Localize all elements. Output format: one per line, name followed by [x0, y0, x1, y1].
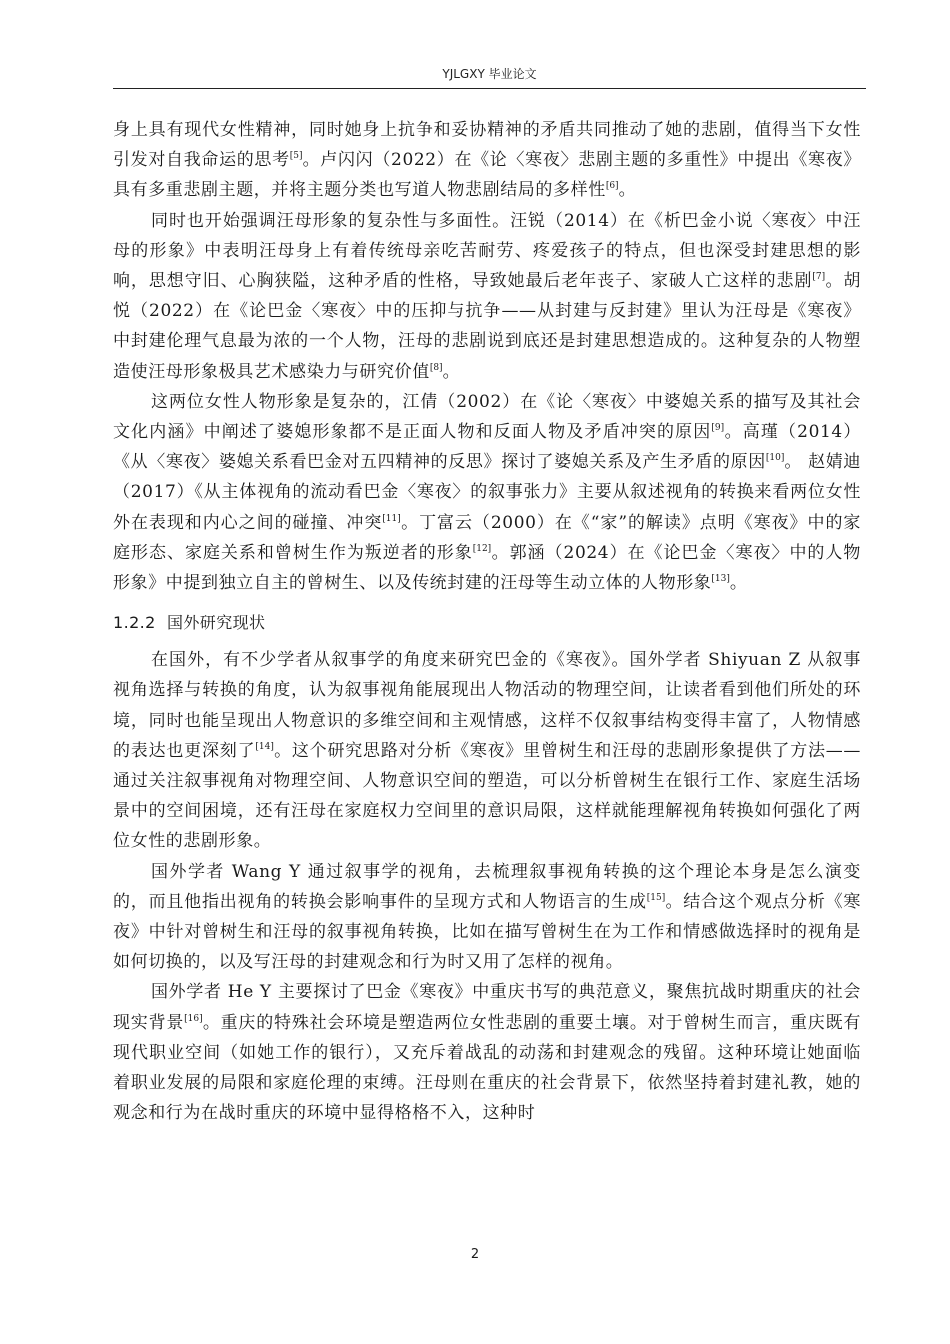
citation-ref: [7] [812, 272, 826, 283]
section-number: 1.2.2 [113, 613, 156, 633]
paragraph-text: 。郭涵（2024）在《论巴金〈寒夜〉中的人物形象》中提到独立自主的曾树生、以及传统封建的汪母等生动立体的人物形象 [113, 542, 861, 594]
citation-ref: [14] [255, 741, 274, 752]
paragraph-text: 。胡悦（2022）在《论巴金〈寒夜〉中的压抑与抗争——从封建与反封建》里认为汪母是《寒夜》中封建伦理气息最为浓的一个人物，汪母的悲剧说到底还是封建思想造成的。这种复杂的人物塑造使汪母形象极具艺术感染力与研究价值 [113, 271, 861, 382]
paragraph-text: 。 [618, 180, 637, 201]
paragraph-text: 。重庆的特殊社会环境是塑造两位女性悲剧的重要土壤。对于曾树生而言，重庆既有现代职业空间（如她工作的银行），又充斥着战乱的动荡和封建观念的残留。这种环境让她面临着职业发展的局限和家庭伦理的束缚。汪母则在重庆的社会背景下，依然坚持着封建礼教，她的观念和行为在战时重庆的环境中显得格格不入，这种时 [113, 1012, 861, 1124]
citation-ref: [5] [289, 151, 303, 162]
paragraph-text: 这两位女性人物形象是复杂的，江倩（2002）在《论〈寒夜〉中婆媳关系的描写及其社会文化内涵》中阐述了婆媳形象都不是正面人物和反面人物及矛盾冲突的原因 [113, 391, 861, 443]
section-1-2-2-body [113, 645, 861, 1128]
paragraph-text: 同时也开始强调汪母形象的复杂性与多面性。汪锐（2014）在《析巴金小说〈寒夜〉中汪母的形象》中表明汪母身上有着传统母亲吃苦耐劳、疼爱孩子的特点，但也深受封建思想的影响，思想守旧、心胸狭隘，这种矛盾的性格，导致她最后老年丧子、家破人亡这样的悲剧 [113, 210, 861, 292]
citation-ref: [9] [711, 423, 725, 434]
citation-ref: [6] [605, 181, 619, 192]
citation-ref: [16] [184, 1013, 203, 1024]
body-paragraph [113, 115, 861, 206]
page-header: YJLGXY 毕业论文 [442, 67, 537, 81]
paragraph-text: 。 [442, 361, 461, 382]
paragraph-text: 。高瑾（2014）《从〈寒夜〉婆媳关系看巴金对五四精神的反思》探讨了婆媳关系及产生矛盾的原因 [113, 422, 861, 473]
citation-ref: [8] [429, 362, 443, 373]
section-title: 国外研究现状 [167, 613, 266, 633]
paragraph-text: 。 赵婧迪（2017）《从主体视角的流动看巴金〈寒夜〉的叙事张力》主要从叙述视角的转换来看两位女性外在表现和内心之间的碰撞、冲突 [113, 452, 862, 533]
header-rule [113, 88, 866, 89]
paragraph-text: 。 [729, 573, 748, 594]
paragraph-text: 国外学者 He Y 主要探讨了巴金《寒夜》中重庆书写的典范意义，聚焦抗战时期重庆的社会现实背景 [113, 982, 861, 1033]
citation-ref: [12] [472, 543, 492, 554]
paragraph-text: 在国外，有不少学者从叙事学的角度来研究巴金的《寒夜》。国外学者 Shiyuan Z 从叙事视角选择与转换的角度，认为叙事视角能展现出人物活动的物理空间，让读者看到他们所处的环境，同时也能呈现出人物意识的多维空间和主观情感，这样不仅叙事结构变得丰富了，人物情感的表达也更深刻了 [113, 650, 861, 761]
paragraph-text: 。卢闪闪（2022）在《论〈寒夜〉悲剧主题的多重性》中提出《寒夜》具有多重悲剧主题，并将主题分类也写道人物悲剧结局的多样性 [113, 150, 861, 201]
section-1-2-1-body [113, 115, 861, 598]
section-heading [113, 608, 861, 638]
body-paragraph [113, 645, 861, 856]
body-paragraph [113, 857, 861, 978]
body-paragraph [113, 387, 861, 598]
paragraph-text: 国外学者 Wang Y 通过叙事学的视角，去梳理叙事视角转换的这个理论本身是怎么演变的，而且他指出视角的转换会影响事件的呈现方式和人物语言的生成 [113, 861, 861, 912]
citation-ref: [15] [646, 892, 666, 903]
citation-ref: [13] [711, 574, 730, 585]
paragraph-text: 身上具有现代女性精神，同时她身上抗争和妥协精神的矛盾共同推动了她的悲剧，值得当下女性引发对自我命运的思考 [113, 120, 861, 171]
citation-ref: [10] [765, 453, 785, 464]
page-number: 2 [470, 1247, 480, 1262]
citation-ref: [11] [382, 513, 401, 524]
body-paragraph [113, 977, 861, 1128]
paragraph-text: 。这个研究思路对分析《寒夜》里曾树生和汪母的悲剧形象提供了方法——通过关注叙事视角对物理空间、人物意识空间的塑造，可以分析曾树生在银行工作、家庭生活场景中的空间困境，还有汪母在家庭权力空间里的意识局限，这样就能理解视角转换如何强化了两位女性的悲剧形象。 [113, 740, 861, 852]
paper-body [113, 115, 861, 1129]
paragraph-text: 。丁富云（2000）在《“家”的解读》点明《寒夜》中的家庭形态、家庭关系和曾树生作为叛逆者的形象 [113, 512, 861, 563]
body-paragraph [113, 206, 861, 387]
paragraph-text: 。结合这个观点分析《寒夜》中针对曾树生和汪母的叙事视角转换，比如在描写曾树生在为工作和情感做选择时的视角是如何切换的，以及写汪母的封建观念和行为时又用了怎样的视角。 [113, 891, 862, 973]
